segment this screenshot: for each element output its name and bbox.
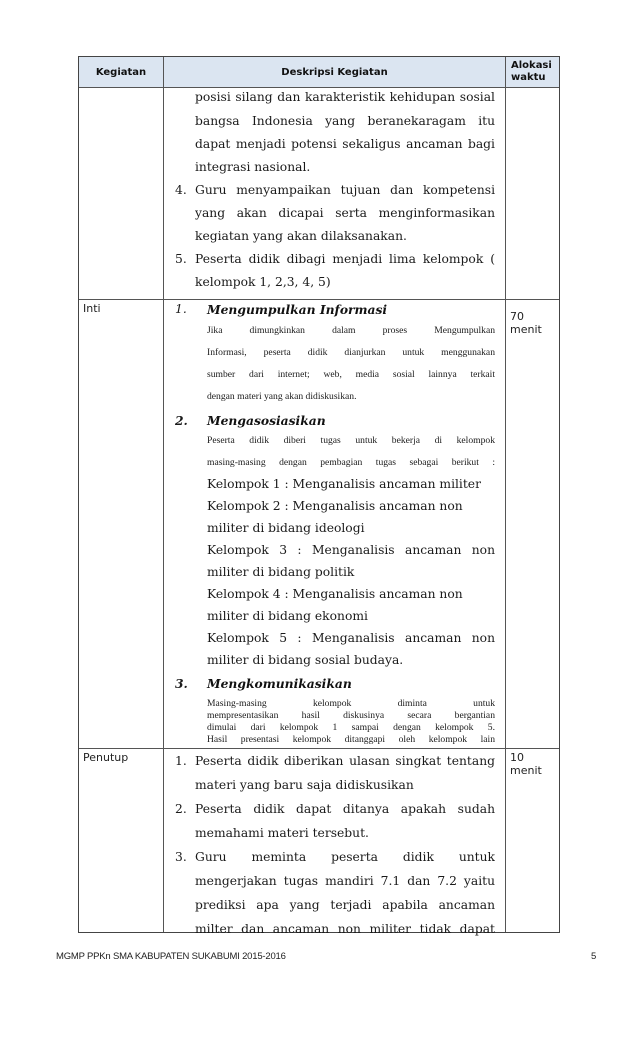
step-line: Jika dimungkinkan dalam proses Mengumpulkan bbox=[207, 325, 495, 336]
header-kegiatan: Kegiatan bbox=[95, 66, 147, 78]
step-line: masing-masing dengan pembagian tugas sebagai berikut : bbox=[207, 457, 495, 468]
item-number: 1. bbox=[175, 754, 187, 768]
page-number: 5 bbox=[591, 951, 597, 962]
penutup-item-line: Peserta didik dapat ditanya apakah sudah bbox=[195, 802, 495, 816]
step-number: 2. bbox=[175, 413, 188, 428]
step-number: 3. bbox=[175, 676, 188, 691]
penutup-item-line: prediksi apa yang terjadi apabila ancaman bbox=[195, 898, 495, 912]
row-divider bbox=[79, 748, 559, 749]
step-line: Peserta didik diberi tugas untuk bekerja di kelompok bbox=[207, 435, 495, 446]
step-title: Mengkomunikasikan bbox=[207, 676, 352, 691]
phase-label-penutup: Penutup bbox=[83, 751, 129, 764]
group-line: militer di bidang ekonomi bbox=[207, 609, 368, 623]
item-number: 5. bbox=[175, 252, 187, 266]
pendahuluan-line: posisi silang dan karakteristik kehidupan sosial bbox=[195, 90, 495, 104]
group-line: Kelompok 2 : Menganalisis ancaman non bbox=[207, 499, 463, 513]
pendahuluan-item-line: kelompok 1, 2,3, 4, 5) bbox=[195, 275, 331, 289]
lesson-activity-table bbox=[78, 56, 560, 936]
step-line: dengan materi yang akan didiskusikan. bbox=[207, 391, 357, 402]
item-number: 3. bbox=[175, 850, 187, 864]
row-divider bbox=[79, 299, 559, 300]
row-divider bbox=[79, 87, 559, 88]
pendahuluan-item-line: Guru menyampaikan tujuan dan kompetensi bbox=[195, 183, 495, 197]
group-line: militer di bidang sosial budaya. bbox=[207, 653, 404, 667]
column-divider bbox=[505, 57, 506, 932]
pendahuluan-item-line: yang akan dicapai serta menginformasikan bbox=[195, 206, 495, 220]
column-divider bbox=[163, 57, 164, 932]
step-title: Mengasosiasikan bbox=[207, 413, 326, 428]
step-line: Hasil presentasi kelompok ditanggapi oleh kelompok lain bbox=[207, 734, 495, 745]
item-number: 4. bbox=[175, 183, 187, 197]
step-line: mempresentasikan hasil diskusinya secara bergantian bbox=[207, 710, 495, 721]
step-number: 1. bbox=[175, 302, 187, 316]
penutup-item-line: Guru meminta peserta didik untuk bbox=[195, 850, 495, 864]
group-line: Kelompok 4 : Menganalisis ancaman non bbox=[207, 587, 463, 601]
penutup-item-line: memahami materi tersebut. bbox=[195, 826, 369, 840]
group-line: militer di bidang ideologi bbox=[207, 521, 365, 535]
item-number: 2. bbox=[175, 802, 187, 816]
pendahuluan-line: bangsa Indonesia yang beranekaragam itu bbox=[195, 114, 495, 128]
header-deskripsi: Deskripsi Kegiatan bbox=[281, 66, 388, 78]
step-line: sumber dari internet; web, media sosial lainnya terkait bbox=[207, 369, 495, 380]
phase-label-inti: Inti bbox=[83, 302, 101, 315]
penutup-item-line: materi yang baru saja didiskusikan bbox=[195, 778, 414, 792]
group-line: Kelompok 5 : Menganalisis ancaman non bbox=[207, 631, 495, 645]
step-line: Masing-masing kelompok diminta untuk bbox=[207, 698, 495, 709]
penutup-item-line: mengerjakan tugas mandiri 7.1 dan 7.2 yaitu bbox=[195, 874, 495, 888]
footer-text: MGMP PPKn SMA KABUPATEN SUKABUMI 2015-2016 bbox=[56, 951, 286, 962]
pendahuluan-item-line: kegiatan yang akan dilaksanakan. bbox=[195, 229, 407, 243]
group-line: Kelompok 3 : Menganalisis ancaman non bbox=[207, 543, 495, 557]
pendahuluan-line: integrasi nasional. bbox=[195, 160, 311, 174]
penutup-item-line: Peserta didik diberikan ulasan singkat tentang bbox=[195, 754, 495, 768]
pendahuluan-item-line: Peserta didik dibagi menjadi lima kelompok ( bbox=[195, 252, 495, 266]
step-line: dimulai dari kelompok 1 sampai dengan kelompok 5. bbox=[207, 722, 495, 733]
header-alokasi: Alokasi waktu bbox=[511, 60, 552, 83]
alokasi-inti: 70 menit bbox=[510, 310, 542, 336]
group-line: militer di bidang politik bbox=[207, 565, 355, 579]
pendahuluan-line: dapat menjadi potensi sekaligus ancaman bagi bbox=[195, 137, 495, 151]
group-line: Kelompok 1 : Menganalisis ancaman militer bbox=[207, 477, 481, 491]
penutup-item-line: milter dan ancaman non militer tidak dapat bbox=[195, 922, 495, 936]
alokasi-penutup: 10 menit bbox=[510, 751, 542, 777]
step-title: Mengumpulkan Informasi bbox=[207, 302, 388, 317]
step-line: Informasi, peserta didik dianjurkan untuk menggunakan bbox=[207, 347, 495, 358]
